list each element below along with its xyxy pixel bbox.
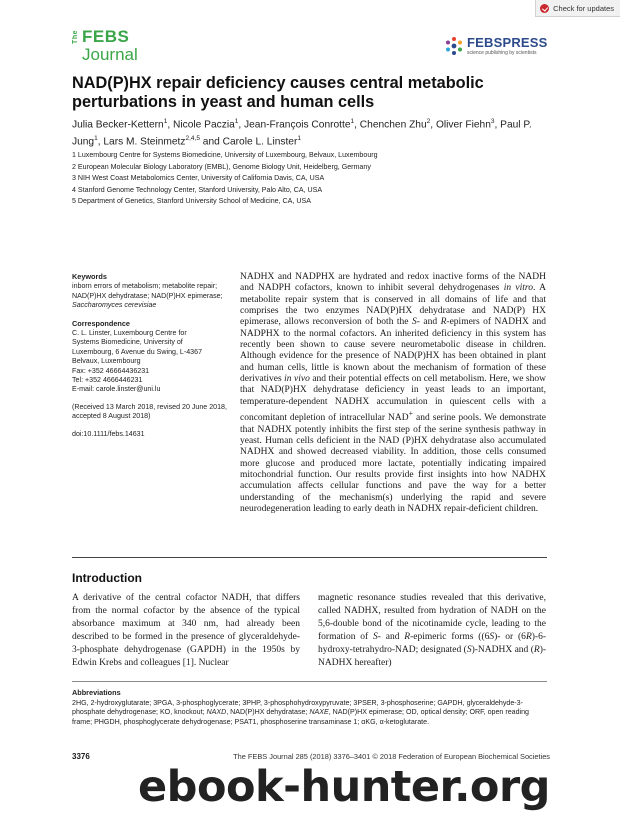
introduction-right-column: magnetic resonance studies revealed that this derivative, called NADHX, resulted from hydration of NADH on the 5,6-double bond of the nicotinamide cycle, leading to the formation of S- and R-epimeric forms ((6S)- or (6R)-6-hydroxy-tetrahydro-NAD; designated (S)-NADHX and (R)-NADHX hereafter) [318,593,547,668]
correspondence-line: Belvaux, Luxembourg [72,357,141,366]
publisher-tagline: science publishing by scientists [467,50,537,56]
introduction-left-column: A derivative of the central cofactor NADH, that differs from the normal cofactor by the absence of the typical absorbance maximum at 340 nm, had already been described to be formed in the presence of glyceraldehyde-3-phosphate dehydrogenase (GAPDH) in the 1950s by Edwin Krebs and colleagues [1]. Nuclear [72,593,300,668]
page-number: 3376 [72,752,90,761]
correspondence-line: Systems Biomedicine, University of [72,338,183,347]
author-name: Carole L. Linster [222,136,298,148]
article-sidebar [72,272,232,439]
author-name: Oliver Fiehn [435,119,491,131]
author-affiliation-mark: 3 [490,118,495,125]
abbreviations-box [72,688,548,727]
author-name: Chenchen Zhu [359,119,427,131]
author-affiliation-mark: 1 [234,118,239,125]
affiliation-line: 3 NIH West Coast Metabolomics Center, University of California Davis, CA, USA [72,174,325,183]
check-badge-icon [540,4,549,13]
febs-journal-logo [72,26,152,68]
author-name: Nicole Paczia [173,119,235,131]
affiliation-line: 4 Stanford Genome Technology Center, Stanford University, Palo Alto, CA, USA [72,185,323,194]
correspondence-line: E-mail: carole.linster@uni.lu [72,385,161,394]
author-affiliation-mark: 1 [163,118,168,125]
author-list: Julia Becker-Kettern$^1$, Nicole Paczia$^1$, Jean-François Conrotte$^1$, Chenchen Zhu$^2$, Oliver Fiehn$^3$, Paul P. Jung$^1$, Lars M. Steinmetz$^{2,4,5}$ and Carole L. Linster$^1$ [72,118,532,148]
publisher-name: FEBSPRESS [467,35,548,50]
correspondence-heading: Correspondence [72,318,130,328]
author-name: Lars M. Steinmetz [103,136,186,148]
check-updates-label: Check for updates [553,3,614,13]
affiliation-line: 2 European Molecular Biology Laboratory (EMBL), Genome Biology Unit, Heidelberg, Germany [72,162,371,171]
author-name: Jean-François Conrotte [244,119,351,131]
correspondence-line: Tel: +352 4666446231 [72,376,143,385]
febs-press-dots-icon [444,36,464,56]
author-affiliation-mark: 1 [297,135,301,143]
abbreviations-heading: Abbreviations [72,688,121,697]
author-affiliation-mark: 2,4,5 [185,135,200,143]
correspondence-line: Luxembourg, 6 Avenue du Swing, L-4367 [72,347,203,356]
keywords-heading: Keywords [72,272,107,281]
article-title: NAD(P)HX repair deficiency causes central metabolic perturbations in yeast and human cells [72,74,484,111]
author-affiliation-mark: 1 [94,135,98,143]
doi-link[interactable]: doi:10.1111/febs.14631 [72,429,145,438]
section-divider [72,557,547,558]
watermark-text: ebook-hunter.org [138,762,550,812]
journal-citation: The FEBS Journal 285 (2018) 3376–3401 © 2018 Federation of European Biochemical Societies [233,752,550,761]
author-name: Julia Becker-Kettern [72,119,164,131]
abbreviations-divider [72,681,547,682]
received-dates: (Received 13 March 2018, revised 20 June 2018, accepted 8 August 2018) [72,402,227,421]
affiliation-line: 1 Luxembourg Centre for Systems Biomedicine, University of Luxembourg, Belvaux, Luxembourg [72,151,378,159]
febs-press-logo [444,34,556,58]
correspondence-details [72,329,232,395]
logo-journal: Journal [82,45,138,64]
author-name: Paul P. Jung [72,119,532,148]
correspondence-line: Fax: +352 46664436231 [72,366,150,375]
keywords-text: inborn errors of metabolism; metabolite repair; NAD(P)HX dehydratase; NAD(P)HX epimerase; Saccharomyces cerevisiae [72,282,223,310]
author-affiliation-mark: 2 [426,118,431,125]
abbreviations-text: 2HG, 2-hydroxyglutarate; 3PGA, 3-phosphoglycerate; 3PHP, 3-phosphohydroxypyruvate; 3PSER, 3-phosphoserine; GAPDH, glyceraldehyde-3-phosphate dehydrogenase; KO, knockout; NAXD, NAD(P)HX dehydratase; NAXE, NAD(P)HX epimerase; OD, optical density; ORF, open reading frame; PHGDH, phosphoglycerate dehydrogenase; PSAT1, phosphoserine transaminase 1; αKG, α-ketoglutarate. [72,698,530,726]
affiliation-line: 5 Department of Genetics, Stanford University School of Medicine, CA, USA [72,197,311,206]
logo-the: The [72,30,79,44]
correspondence-line: C. L. Linster, Luxembourg Centre for [72,329,187,338]
author-affiliation-mark: 1 [350,118,355,125]
affiliation-list [72,150,562,208]
logo-febs: FEBS [82,27,130,46]
abstract: NADHX and NADPHX are hydrated and redox inactive forms of the NADH and NADPH cofactors, known to inhibit several dehydrogenases in vitro. A metabolite repair system that is conserved in all domains of life and that comprises the two enzymes NAD(P)HX dehydratase and NAD(P) HX epimerase, allows reconversion of both the S- and R-epimers of NADHX and NADPHX to the normal cofactors. An inherited deficiency in this system has recently been shown to cause severe neurometabolic disease in children. Although evidence for the presence of NAD(P)HX has been obtained in plant and human cells, little is known about the mechanism of formation of these derivatives in vivo and their potential effects on cell metabolism. Here, we show that NAD(P)HX dehydratase deficiency in yeast leads to an important, temperature-dependent NADHX accumulation in quiescent cells with a concomitant depletion of intracellular NAD+ and serine pools. We demonstrate that NADHX potently inhibits the first step of the serine synthesis pathway in yeast. Human cells deficient in the NAD (P)HX dehydratase also accumulated NADHX and showed decreased viability. In addition, those cells consumed more glucose and produced more lactate, potentially indicating impaired mitochondrial function. Our results provide first insights into how NADHX accumulation affects cellular functions and pave the way for a better understanding of the mechanism(s) underlying the rapid and severe neurodegeneration leading to early death in NADHX repair-deficient children. [240,272,547,515]
check-for-updates-button[interactable] [535,0,620,17]
introduction-heading: Introduction [72,571,142,585]
